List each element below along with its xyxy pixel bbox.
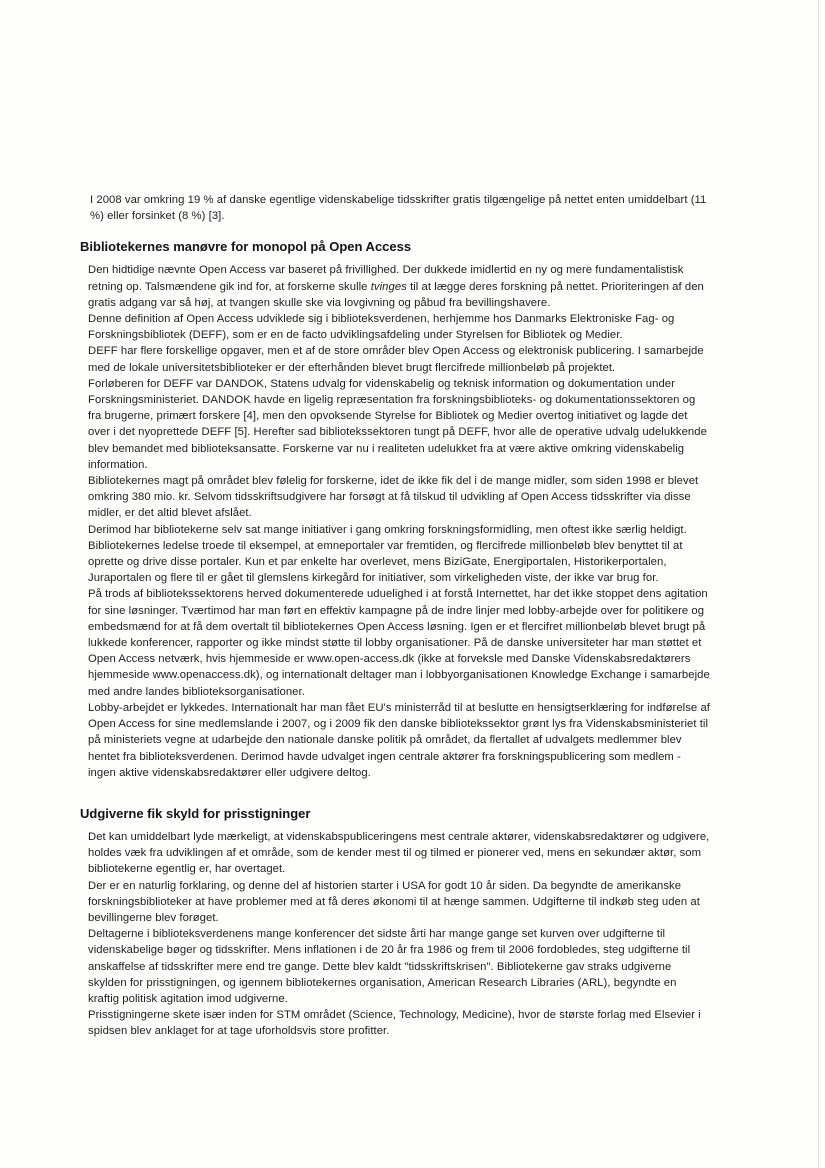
section-monopol [80,238,710,781]
paragraph-magt: Bibliotekernes magt på området blev følelig for forskerne, idet de ikke fik del i de mange midler, som siden 1998 er blevet omkring 380 mio. kr. Selvom tidsskriftsudgivere har forsøgt at få tilskud til udvikling af Open Access tidsskrifter via disse midler, er det altid blevet afslået. [88,475,699,520]
paragraph-deff-definition: Denne definition af Open Access udviklede sig i biblioteksverdenen, herhjemme hos Danmarks Elektroniske Fag- og Forskningsbibliotek (DEFF), som er en de facto udviklingsafdeling under Styrelsen for Bibliotek og Medier. [88,313,675,342]
paragraph-dandok: Forløberen for DEFF var DANDOK, Statens udvalg for videnskabelig og teknisk information og dokumentation under Forskningsministeriet. DANDOK havde en ligelig repræsentation fra forskningsbiblioteks- og dokumentationssektoren og fra brugerne, primært forskere [4], men den opvoksende Styrelse for Bibliotek og Medier overtog initiativet og lagde det over i det nyoprettede DEFF [5]. Herefter sad bibliotekssektoren tungt på DEFF, hvor alle de operative udvalg udelukkende blev bemandet med biblioteksansatte. Forskerne var nu i realiteten udelukket fra at være aktive omkring videnskabelig information. [88,377,707,471]
paragraph-agitation: På trods af bibliotekssektorens herved dokumenterede uduelighed i at forstå Internettet, har det ikke stoppet dens agitation for sine løsninger. Tværtimod har man ført en effektiv kampagne på de indre linjer med lobby-arbejde over for politikere og embedsmænd for at få dem overtalt til bibliotekernes Open Access løsning. Igen er et flercifret millionbeløb blevet brugt på lukkede konferencer, rapporter og ikke mindst støtte til lobby organisationer. På de danske universiteter har man støttet et Open Access netværk, hvis hjemmeside er www.open-access.dk (ikke at forveksle med Danske Videnskabsredaktørers hjemmeside www.openaccess.dk), og internationalt deltager man i lobbyorganisationen Knowledge Exchange i samarbejde med andre landes biblioteksorganisationer. [88,588,710,698]
paragraph-stm: Prisstigningerne skete især inden for STM området (Science, Technology, Medicine), hvor de største forlag med Elsevier i spidsen blev anklaget for at tage uforholdsvis store profitter. [88,1009,701,1038]
paragraph-frivillighed [88,262,710,311]
paragraph-tidsskriftskrisen: Deltagerne i biblioteksverdenens mange konferencer det sidste årti har mange gange set kurven over udgifterne til videnskabelige bøger og tidsskrifter. Mens inflationen i de 20 år fra 1986 og frem til 2006 fordobledes, steg udgifterne til anskaffelse af tidsskrifter mere end tre gange. Dette blev kaldt "tidsskriftskrisen". Bibliotekerne gav straks udgiverne skylden for prisstigningen, og igennem bibliotekernes organisation, American Research Libraries (ARL), begyndte en kraftig politisk agitation imod udgiverne. [88,928,691,1005]
section-heading-prisstigninger: Udgiverne fik skyld for prisstigninger [80,805,311,821]
section-prisstigninger [80,805,710,1040]
paragraph-usa: Der er en naturlig forklaring, og denne del af historien starter i USA for godt 10 år siden. Da begyndte de amerikanske forskningsbiblioteker at have problemer med at få deres økonomi til at hænge sammen. Udgifterne til indkøb steg uden at bevillingerne blev forøget. [88,879,700,924]
paragraph-deff-opgaver: DEFF har flere forskellige opgaver, men et af de store områder blev Open Access og elektronisk publicering. I samarbejde med de lokale universitetsbiblioteker er der efterhånden blevet brugt flercifrede millionbeløb på projektet. [88,345,704,374]
document-body [80,192,710,1040]
paragraph-lobby: Lobby-arbejdet er lykkedes. Internationalt har man fået EU's ministerråd til at beslutte en hensigtserklæring for indførelse af Open Access for sine medlemslande i 2007, og i 2009 fik den danske bibliotekssektor grønt lys fra Videnskabsministeriet til på ministeriets vegne at udarbejde den nationale danske politik på området, da flertallet af udvalgets medlemmer blev hentet fra biblioteksverdenen. Derimod havde udvalget ingen centrale aktører fra forskningspublicering som medlem - ingen aktive videnskabsredaktører eller udgivere deltog. [88,701,710,779]
paragraph-initiativer: Derimod har bibliotekerne selv sat mange initiativer i gang omkring forskningsformidling, men oftest ikke særlig heldigt. Bibliotekernes ledelse troede til eksempel, at emneportaler var fremtiden, og flercifrede millionbeløb blev benyttet til at oprette og drive disse portaler. Kun et par enkelte har overlevet, mens BiziGate, Energiportalen, Historikerportalen, Juraportalen og flere til er gået til glemslens kirkegård for initiativer, som virkeligheden viste, der ikke var brug for. [88,523,687,585]
scan-edge-line [818,0,819,1168]
paragraph-aktoerer: Det kan umiddelbart lyde mærkeligt, at videnskabspubliceringens mest centrale aktører, videnskabsredaktører og udgivere, holdes væk fra udviklingen af et område, som de kender mest til og tilmed er pionerer ved, mens en sekundær aktør, som bibliotekerne egentlig er, har overtaget. [88,830,710,876]
section-body-prisstigninger [80,829,710,1040]
section-body-monopol [80,262,710,781]
paragraph-frivillighed-end: til at lægge deres forskning på nettet. Prioriteringen af den gratis adgang var så høj, at tvangen skulle ske via lovgivning og påbud fra bevillingshavere. [88,280,704,309]
section-spacer [80,781,710,791]
emphasis-tvinges: tvinges [370,280,407,293]
paragraph-frivillighed-start: Den hidtidige nævnte Open Access var baseret på frivillighed. Der dukkede imidlertid en ny og mere fundamentalistisk retning op. Talsmændene gik ind for, at forskerne skulle [88,264,684,293]
intro-paragraph: I 2008 var omkring 19 % af danske egentlige videnskabelige tidsskrifter gratis tilgængelige på nettet enten umiddelbart (11 %) eller forsinket (8 %) [3]. [90,194,707,223]
section-heading-monopol: Bibliotekernes manøvre for monopol på Open Access [80,239,412,255]
